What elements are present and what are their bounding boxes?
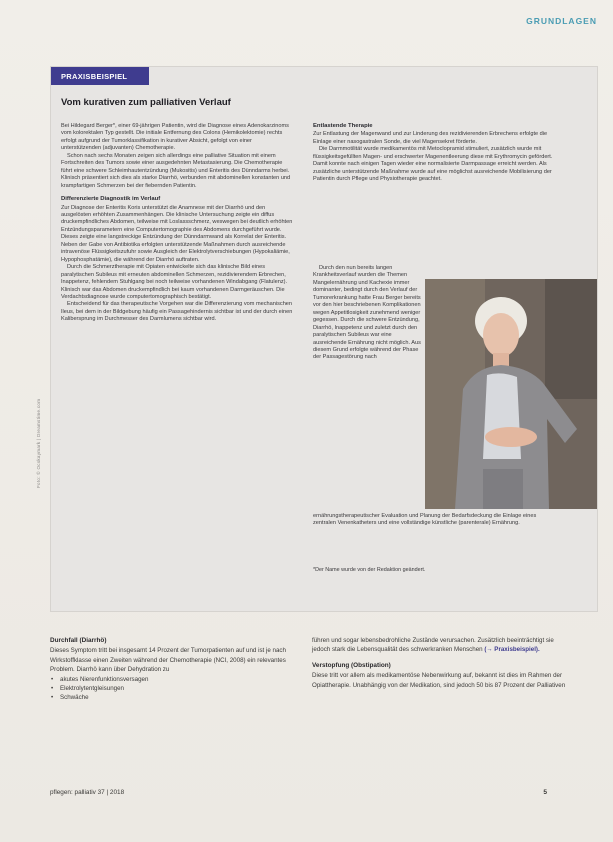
box-right-column <box>313 123 555 184</box>
paragraph: Durch die Schmerztherapie mit Opiaten entwickelte sich das klinische Bild eines paralytischen Subileus mit erneuten abdominellen Schmerzen, rezidivierendem Erbrechen, Inappetenz, fehlendem Stuhlgang bei noch teilweise vorhandenen Windabgang (Flatulenz). Klinisch war das Abdomen druckempfindlich bei kaum vorhandenen Darmgeräuschen. Die Verdachtsdiagnose wurde computertomographisch bestätigt. <box>61 264 288 300</box>
list-item: • Elektrolytentgleisungen <box>50 684 298 693</box>
page-number: 5 <box>543 789 547 796</box>
patient-photo <box>425 279 598 509</box>
journal-footer: pflegen: palliativ 37 | 2018 <box>50 789 125 796</box>
section-heading: Durchfall (Diarrhö) <box>50 637 107 644</box>
box-right-wide-column <box>313 513 553 528</box>
paragraph: Bei Hildegard Berger*, einer 69-jährigen Patientin, wird die Diagnose eines Adenokarzinoms vom kolorektalen Typ gestellt. Die initiale Entfernung des Colons (Hemikolektomie) rechts erfolgt aufgrund der Tumorklassifikation in kurativer Absicht, gefolgt von einer unterstützenden (adjuvanten) Chemotherapie. <box>61 123 289 152</box>
elderly-woman-image <box>425 279 598 509</box>
list-item: • akutes Nierenfunktionsversagen <box>50 675 298 684</box>
subheading: Differenzierte Diagnostik im Verlauf <box>61 196 161 203</box>
paragraph <box>312 636 572 655</box>
photo-credit: Foto: © Ocskaymark | Dreamstime.com <box>36 398 41 488</box>
paragraph: Die Darmmotilität wurde medikamentös mit Metoclopramid stimuliert, zusätzlich wurde mit flüssigkeitsgefüllten Magen- und erschwerter Magenentleerung diese mit Erythromycin gefördert. Damit konnte nach einigen Tagen wieder eine normalisierte Darmpassage erreicht werden. Als zusätzliche unterstützende Maßnahme wurde auf eine möglichst ausreichende Mobilisierung der Patientin durch Pflege und Physiotherapie geachtet. <box>313 146 553 183</box>
constipation-section <box>312 636 572 690</box>
paragraph: Diese tritt vor allem als medikamentöse Nebenwirkung auf, bekannt ist dies im Rahmen der Opiattherapie. Unabhängig von der Medikation, sind jedoch 50 bis 87 Prozent der Palliativen <box>312 672 566 689</box>
paragraph: Dieses Symptom tritt bei insgesamt 14 Prozent der Tumorpatienten auf und ist je nach Wirkstoffklasse einen Zweiten während der Chemotherapie (NCI, 2008) ein relevantes Problem. Diarrhö kann über Dehydration zu <box>50 647 286 674</box>
box-left-column <box>61 123 293 324</box>
section-label: GRUNDLAGEN <box>526 16 597 26</box>
paragraph: ernährungstherapeutischer Evaluation und Planung der Bedarfsdeckung die Einlage eines zentralen Venenkatheters und eine vollständige künstliche (parenterale) Ernährung. <box>313 513 537 527</box>
list-item: • Schwäche <box>50 693 298 702</box>
box-tag: PRAXISBEISPIEL <box>51 67 149 85</box>
bullet-list <box>50 675 298 703</box>
paragraph: Zur Diagnose der Enteritis Koris unterstützt die Anamnese mit der Diarrhö und den ausgelösten erhöhten Zusammenhängen. Die klinische Untersuchung zeigte ein diffus druckempfindliches Abdomen, teilweise mit Loslassschmerz, weswegen bei deutlich erhöhten Entzündungsparametern eine Computertomographie des Abdomens durchgeführt wurde. Dieses zeigte eine langstreckige Entzündung der Dünndarmwand als Korrelat der Enteritis. Neben der Gabe von Antibiotika erfolgten unterstützende Maßnahmen durch ausreichende intravenöse Flüssigkeitszufuhr sowie Ausgleich der Elektrolytverschiebungen (Hypokaliämie, Hypophosphatämie), die während der Diarrhö auftraten. <box>61 204 293 263</box>
footnote: *Der Name wurde von der Redaktion geändert. <box>313 567 426 573</box>
paragraph: Schon nach sechs Monaten zeigen sich allerdings eine palliative Situation mit einem Fortschreiten des Tumors sowie einer ausgedehnten Metastasierung. Die Chemotherapie führt eine schwere Schleimhautentzündung (Mukositis) und Enteritis des Dünndarms herbei. Klinisch präsentiert sich dies als starke Diarrhö, verbunden mit abdominellen konstanten und krampfartigen Schmerzen bei der fiebernden Patientin. <box>61 152 291 189</box>
subheading: Entlastende Therapie <box>313 123 373 129</box>
paragraph: Entscheidend für das therapeutische Vorgehen war die Differenzierung vom mechanischen Ileus, bei dem in der Bildgebung häufig ein Passagehindernis sichtbar ist und der durch einen Kalibersprung im Durchmesser des Darmlumens sichtbar wird. <box>61 301 293 323</box>
box-right-narrow-column <box>313 265 423 362</box>
cross-reference: (→ Praxisbeispiel). <box>484 646 540 654</box>
paragraph: Zur Entlastung der Magenwand und zur Linderung des rezidivierenden Erbrechens erfolgte die Einlage einer nasogastralen Sonde, die viel Magensekret förderte. <box>313 131 548 145</box>
paragraph-text: führen und sogar lebensbedrohliche Zustände verursachen. Zusätzlich beeinträchtigt sie jedoch stark die Lebensqualität des schwerkranken Menschen <box>312 637 554 654</box>
paragraph: Durch den nun bereits langen Krankheitsverlauf wurden die Themen Mangelernährung und Kachexie immer dominanter, bedingt durch den Verlauf der Tumorerkrankung hatte Frau Berger bereits vor den hier beschriebenen Komplikationen wegen Appetitlosigkeit zunehmend weniger gegessen. Durch die schwere Entzündung, Diarrhö, Inappetenz und zuletzt durch den paralytischen Subileus war eine ausreichende Ernährung nicht möglich. Aus diesem Grund erfolgte während der Phase der Passagestörung nach <box>313 265 421 361</box>
box-title: Vom kurativen zum palliativen Verlauf <box>61 97 231 108</box>
diarrhea-section <box>50 636 298 703</box>
case-example-box <box>50 66 598 612</box>
section-heading: Verstopfung (Obstipation) <box>312 661 391 669</box>
